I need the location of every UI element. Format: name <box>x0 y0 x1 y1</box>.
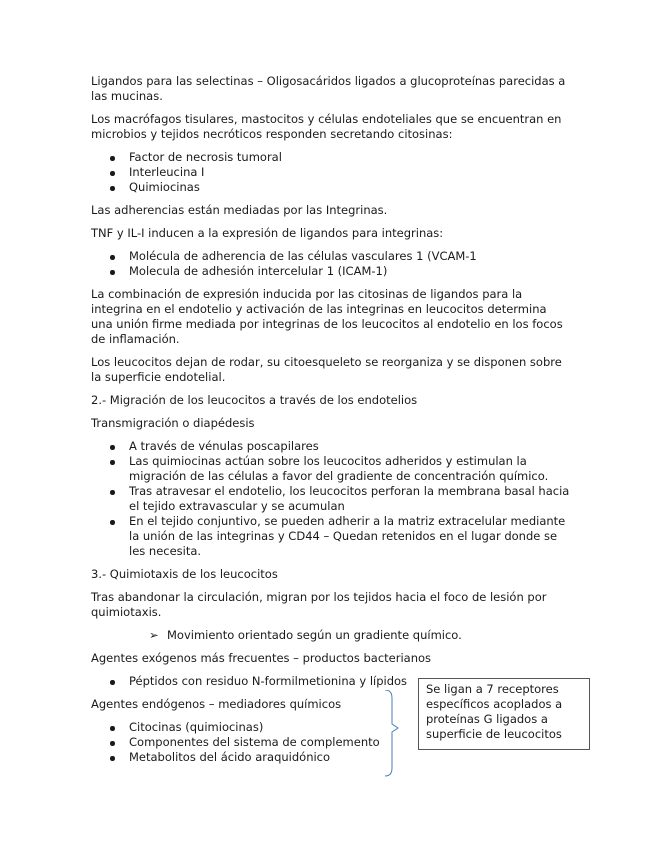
paragraph-endogenous: Agentes endógenos – mediadores químicos <box>91 697 342 711</box>
paragraph-diapedesis: Transmigración o diapédesis <box>91 416 255 430</box>
section-heading-migration: 2.- Migración de los leucocitos a través de los endotelios <box>91 393 418 407</box>
paragraph-combination: La combinación de expresión inducida por las citosinas de ligandos para la integrina en el endotelio y activación de las integrinas en leucocitos determina una unión firme mediada por integrinas de los leucocitos al endotelio en los focos de inflamación. <box>91 287 563 346</box>
list-item: Citocinas (quimiocinas) <box>91 720 571 735</box>
paragraph-chemotaxis: Tras abandonar la circulación, migran por los tejidos hacia el foco de lesión por quimiotaxis. <box>91 590 547 619</box>
bracket-connector <box>383 690 399 778</box>
list-item: A través de vénulas poscapilares <box>91 439 571 454</box>
paragraph-integrins: Las adherencias están mediadas por las Integrinas. <box>91 203 388 217</box>
paragraph-stop-rolling: Los leucocitos dejan de rodar, su citoesqueleto se reorganiza y se disponen sobre la superficie endotelial. <box>91 355 562 384</box>
list-item: Molecula de adhesión intercelular 1 (ICAM-1) <box>91 264 571 279</box>
list-item: Molécula de adherencia de las células vasculares 1 (VCAM-1 <box>91 249 571 264</box>
paragraph-exogenous: Agentes exógenos más frecuentes – productos bacterianos <box>91 651 432 665</box>
paragraph-tnf-il1: TNF y IL-I inducen a la expresión de ligandos para integrinas: <box>91 226 444 240</box>
section-heading-chemotaxis: 3.- Quimiotaxis de los leucocitos <box>91 567 278 581</box>
list-item: Tras atravesar el endotelio, los leucocitos perforan la membrana basal hacia el tejido extravascular y se acumulan <box>91 484 571 514</box>
list-item: Quimiocinas <box>91 180 571 195</box>
callout-box <box>418 678 590 750</box>
callout-text: Se ligan a 7 receptores específicos acoplados a proteínas G ligados a superficie de leucocitos <box>426 682 563 741</box>
list-ligands <box>91 249 571 279</box>
list-item: Factor de necrosis tumoral <box>91 150 571 165</box>
list-item: Componentes del sistema de complemento <box>91 735 571 750</box>
paragraph-macrophages: Los macrófagos tisulares, mastocitos y células endoteliales que se encuentran en microbios y tejidos necróticos responden secretando citosinas: <box>91 112 562 141</box>
list-item: Péptidos con residuo N-formilmetionina y lípidos <box>91 674 571 689</box>
list-item: Interleucina I <box>91 165 571 180</box>
arrow-item-text: Movimiento orientado según un gradiente químico. <box>167 628 462 642</box>
list-item: Las quimiocinas actúan sobre los leucocitos adheridos y estimulan la migración de las células a favor del gradiente de concentración químico. <box>91 454 571 484</box>
list-item: En el tejido conjuntivo, se pueden adherir a la matriz extracelular mediante la unión de las integrinas y CD44 – Quedan retenidos en el lugar donde se les necesita. <box>91 514 571 559</box>
paragraph-selectin-ligands: Ligandos para las selectinas – Oligosacáridos ligados a glucoproteínas parecidas a las mucinas. <box>91 74 566 103</box>
list-item: Metabolitos del ácido araquidónico <box>91 750 571 765</box>
arrow-list-item <box>91 628 571 643</box>
list-diapedesis <box>91 439 571 559</box>
list-cytokines <box>91 150 571 195</box>
arrow-bullet-icon: ➢ <box>149 628 159 642</box>
document-body <box>91 74 571 773</box>
